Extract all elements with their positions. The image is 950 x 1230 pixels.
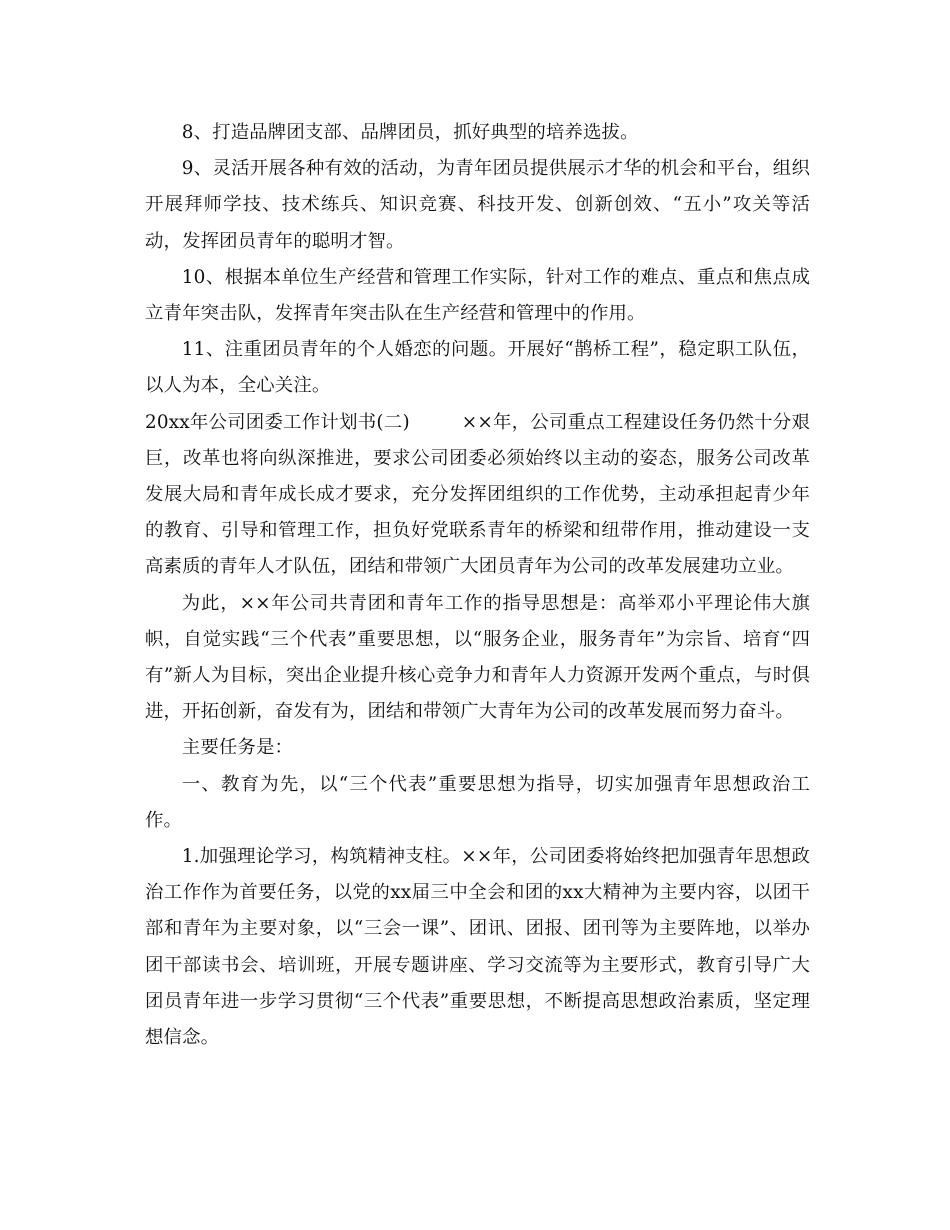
paragraph-item-9: 9、灵活开展各种有效的活动，为青年团员提供展示才华的机会和平台，组织开展拜师学技、技术练兵、知识竞赛、科技开发、创新创效、“五小”攻关等活动，发挥团员青年的聪明才智。: [145, 158, 810, 252]
task-one-heading: 一、教育为先，以“三个代表”重要思想为指导，切实加强青年思想政治工作。: [145, 773, 810, 831]
guiding-ideology-paragraph: 为此，××年公司共青团和青年工作的指导思想是：高举邓小平理论伟大旗帜，自觉实践“三个代表”重要思想，以“服务企业，服务青年”为宗旨、培育“四有”新人为目标，突出企业提升核心竞争力和青年人力资源开发两个重点，与时俱进，开拓创新，奋发有为，团结和带领广大青年为公司的改革发展而努力奋斗。: [145, 592, 810, 723]
section-title: 20xx年公司团委工作计划书(二): [145, 411, 410, 433]
paragraph-item-8: 8、打造品牌团支部、品牌团员，抓好典型的培养选拔。: [181, 122, 639, 143]
paragraph-item-11: 11、注重团员青年的个人婚恋的问题。开展好“鹊桥工程”，稳定职工队伍，以人为本，全心关注。: [145, 339, 810, 397]
paragraph-item-10: 10、根据本单位生产经营和管理工作实际，针对工作的难点、重点和焦点成立青年突击队，发挥青年突击队在生产经营和管理中的作用。: [145, 266, 810, 325]
section-paragraph: [145, 405, 810, 586]
document-body: [145, 115, 810, 1056]
task-one-item-1: 1.加强理论学习，构筑精神支柱。××年，公司团委将始终把加强青年思想政治工作作为首要任务，以党的xx届三中全会和团的xx大精神为主要内容，以团干部和青年为主要对象，以“三会一课”、团讯、团报、团刊等为主要阵地，以举办团干部读书会、培训班，开展专题讲座、学习交流等为主要形式，教育引导广大团员青年进一步学习贯彻“三个代表”重要思想，不断提高思想政治素质，坚定理想信念。: [145, 846, 810, 1049]
section-intro: ××年，公司重点工程建设任务仍然十分艰巨，改革也将向纵深推进，要求公司团委必须始终以主动的姿态，服务公司改革发展大局和青年成长成才要求，充分发挥团组织的工作优势，主动承担起青少年的教育、引导和管理工作，担负好党联系青年的桥梁和纽带作用，推动建设一支高素质的青年人才队伍，团结和带领广大团员青年为公司的改革发展建功立业。: [145, 411, 811, 578]
main-tasks-label: 主要任务是：: [181, 737, 294, 759]
